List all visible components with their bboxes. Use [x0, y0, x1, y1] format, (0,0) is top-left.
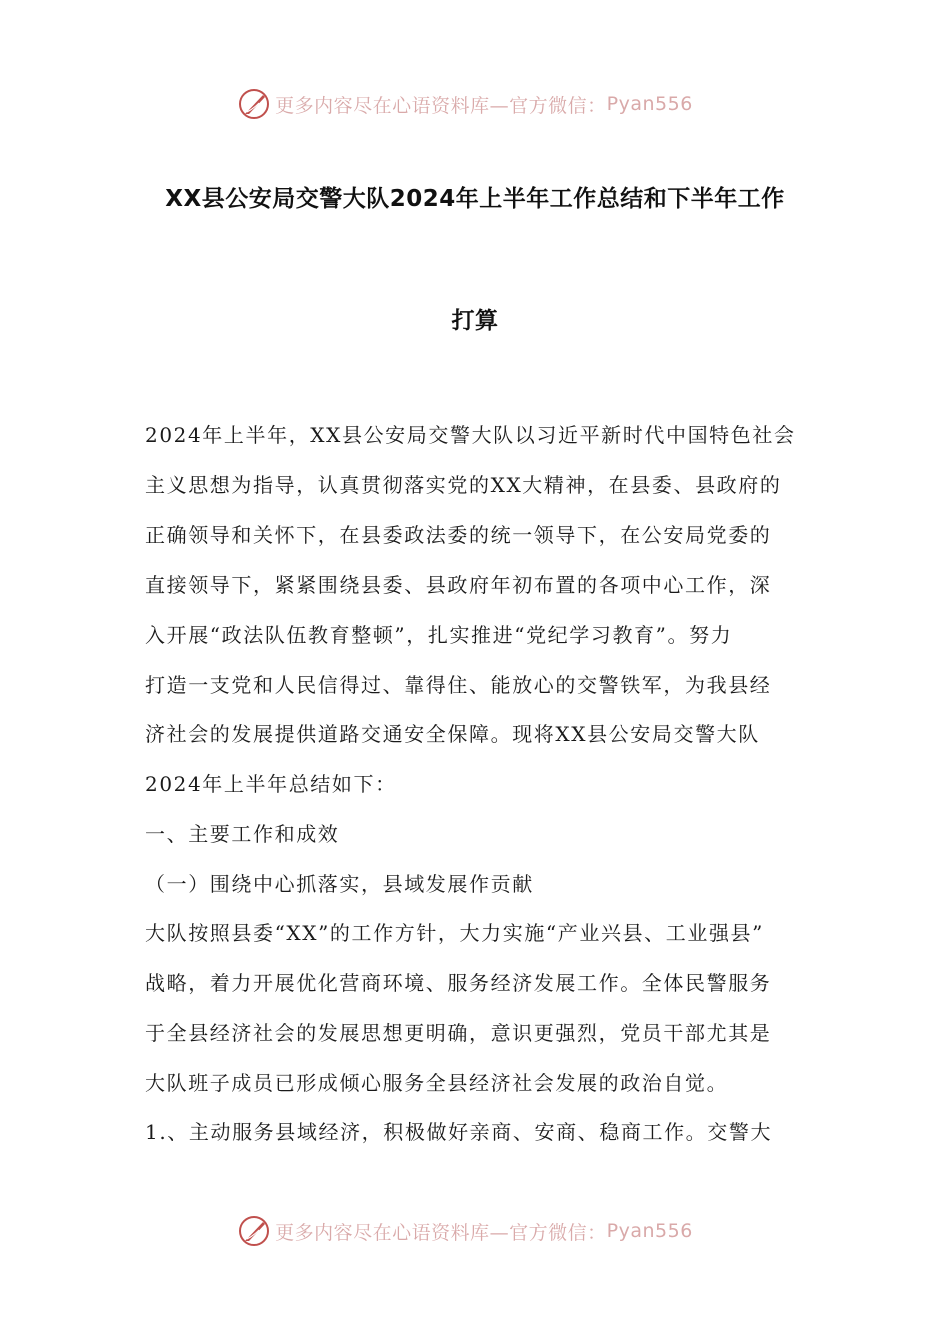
- header-watermark: [0, 84, 950, 124]
- body-line: 主义思想为指导，认真贯彻落实党的XX大精神，在县委、县政府的: [145, 473, 782, 497]
- body-line: 直接领导下，紧紧围绕县委、县政府年初布置的各项中心工作，深: [145, 573, 772, 597]
- body-line: 2024年上半年，XX县公安局交警大队以习近平新时代中国特色社会: [145, 423, 796, 447]
- body-line: 于全县经济社会的发展思想更明确，意识更强烈，党员干部尤其是: [145, 1021, 772, 1045]
- body-line: 打造一支党和人民信得过、靠得住、能放心的交警铁军，为我县经: [145, 673, 772, 697]
- subsection-heading: （一）围绕中心抓落实，县域发展作贡献: [145, 872, 534, 896]
- quill-logo-icon: [237, 1214, 273, 1248]
- document-title-line-2: 打算: [451, 308, 499, 334]
- section-heading: 一、主要工作和成效: [145, 822, 340, 846]
- body-line: 济社会的发展提供道路交通安全保障。现将XX县公安局交警大队: [145, 722, 760, 746]
- body-line: 2024年上半年总结如下：: [145, 772, 397, 796]
- body-line: 大队按照县委“XX”的工作方针，大力实施“产业兴县、工业强县”: [145, 921, 764, 945]
- watermark-id: Pyan556: [606, 1220, 693, 1242]
- watermark-text: 更多内容尽在心语资料库—官方微信：: [275, 94, 607, 117]
- body-line: 战略，着力开展优化营商环境、服务经济发展工作。全体民警服务: [145, 971, 772, 995]
- watermark-id: Pyan556: [606, 93, 693, 115]
- document-title-line-1: XX县公安局交警大队2024年上半年工作总结和下半年工作: [165, 186, 785, 212]
- footer-watermark: [0, 1211, 950, 1251]
- body-line: 正确领导和关怀下，在县委政法委的统一领导下，在公安局党委的: [145, 523, 772, 547]
- body-line: 大队班子成员已形成倾心服务全县经济社会发展的政治自觉。: [145, 1071, 729, 1095]
- watermark-text: 更多内容尽在心语资料库—官方微信：: [275, 1221, 607, 1244]
- body-line: 1.、主动服务县域经济，积极做好亲商、安商、稳商工作。交警大: [145, 1120, 773, 1144]
- body-line: 入开展“政法队伍教育整顿”，扎实推进“党纪学习教育”。努力: [145, 623, 733, 647]
- quill-logo-icon: [237, 87, 273, 121]
